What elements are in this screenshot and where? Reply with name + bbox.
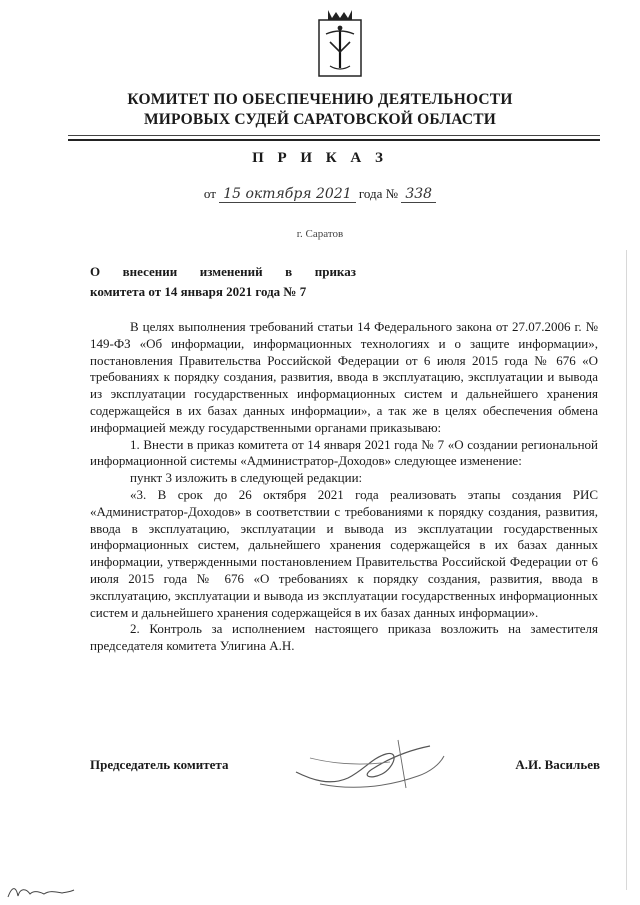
signatory-name: А.И. Васильев	[515, 757, 600, 772]
org-line-1: КОМИТЕТ ПО ОБЕСПЕЧЕНИЮ ДЕЯТЕЛЬНОСТИ	[127, 91, 513, 108]
order-body	[90, 319, 598, 655]
organization-name	[0, 90, 640, 130]
subject-word: приказ	[314, 264, 356, 279]
handwritten-date: 15 октября 2021	[219, 186, 355, 203]
subject-word: в	[285, 264, 293, 279]
subject-line-1	[90, 262, 356, 282]
signatory-position: Председатель комитета	[90, 757, 229, 772]
date-prefix: от	[203, 186, 216, 201]
city: г. Саратов	[296, 228, 344, 240]
document-type: П Р И К А З	[252, 150, 388, 166]
header-rule-thick	[68, 139, 600, 141]
org-line-2: МИРОВЫХ СУДЕЙ САРАТОВСКОЙ ОБЛАСТИ	[143, 111, 497, 128]
new-item-3-paragraph: «3. В срок до 26 октября 2021 года реализовать этапы создания РИС «Администратор-Доходов» в соответствии с требованиями к порядку создания, развития, ввода в эксплуатацию, эксплуатации и вывода из эксплуатации государственных информационных систем, дальнейшего хранения содержащейся в их базах данных информации, утвержденными постановлением Правительства Российской Федерации от 6 июля 2015 года № 676 «О требованиях к порядку создания, развития, ввода в эксплуатацию, эксплуатации и вывода из эксплуатации государственных информационных систем и дальнейшего хранения содержащейся в их базах данных информации».	[90, 486, 598, 620]
date-middle: года №	[358, 186, 399, 201]
clause-1-paragraph: 1. Внести в приказ комитета от 14 января 2021 года № 7 «О создании региональной информационной системы «Администратор-Доходов» следующее изменение:	[90, 436, 598, 469]
clause-1-sub-paragraph: пункт 3 изложить в следующей редакции:	[130, 470, 363, 486]
clause-2-paragraph: 2. Контроль за исполнением настоящего приказа возложить на заместителя председателя комитета Улигина А.Н.	[90, 621, 598, 654]
coat-of-arms-emblem	[318, 6, 362, 78]
subject-word: О	[90, 264, 101, 279]
subject-word: изменений	[199, 264, 263, 279]
handwritten-signature	[290, 728, 450, 798]
handwritten-number: 338	[401, 186, 436, 203]
scan-edge-line	[626, 250, 627, 890]
footer-handwritten-mark	[6, 884, 76, 900]
preamble-paragraph: В целях выполнения требований статьи 14 Федерального закона от 27.07.2006 г. № 149-ФЗ «Об информации, информационных технологиях и о защите информации», постановления Правительства Российской Федерации от 6 июля 2015 года № 676 «О требованиях к порядку создания, развития, ввода в эксплуатацию, эксплуатации и вывода из эксплуатации государственных информационных систем и дальнейшего хранения содержащейся в их базах данных информации», а так же в целях обеспечения обмена информацией между государственными органами приказываю:	[90, 319, 598, 435]
order-subject	[90, 262, 356, 302]
subject-line-2: комитета от 14 января 2021 года № 7	[90, 284, 307, 299]
date-number-line	[0, 186, 640, 203]
subject-word: внесении	[122, 264, 178, 279]
header-rule-thin	[68, 135, 600, 136]
